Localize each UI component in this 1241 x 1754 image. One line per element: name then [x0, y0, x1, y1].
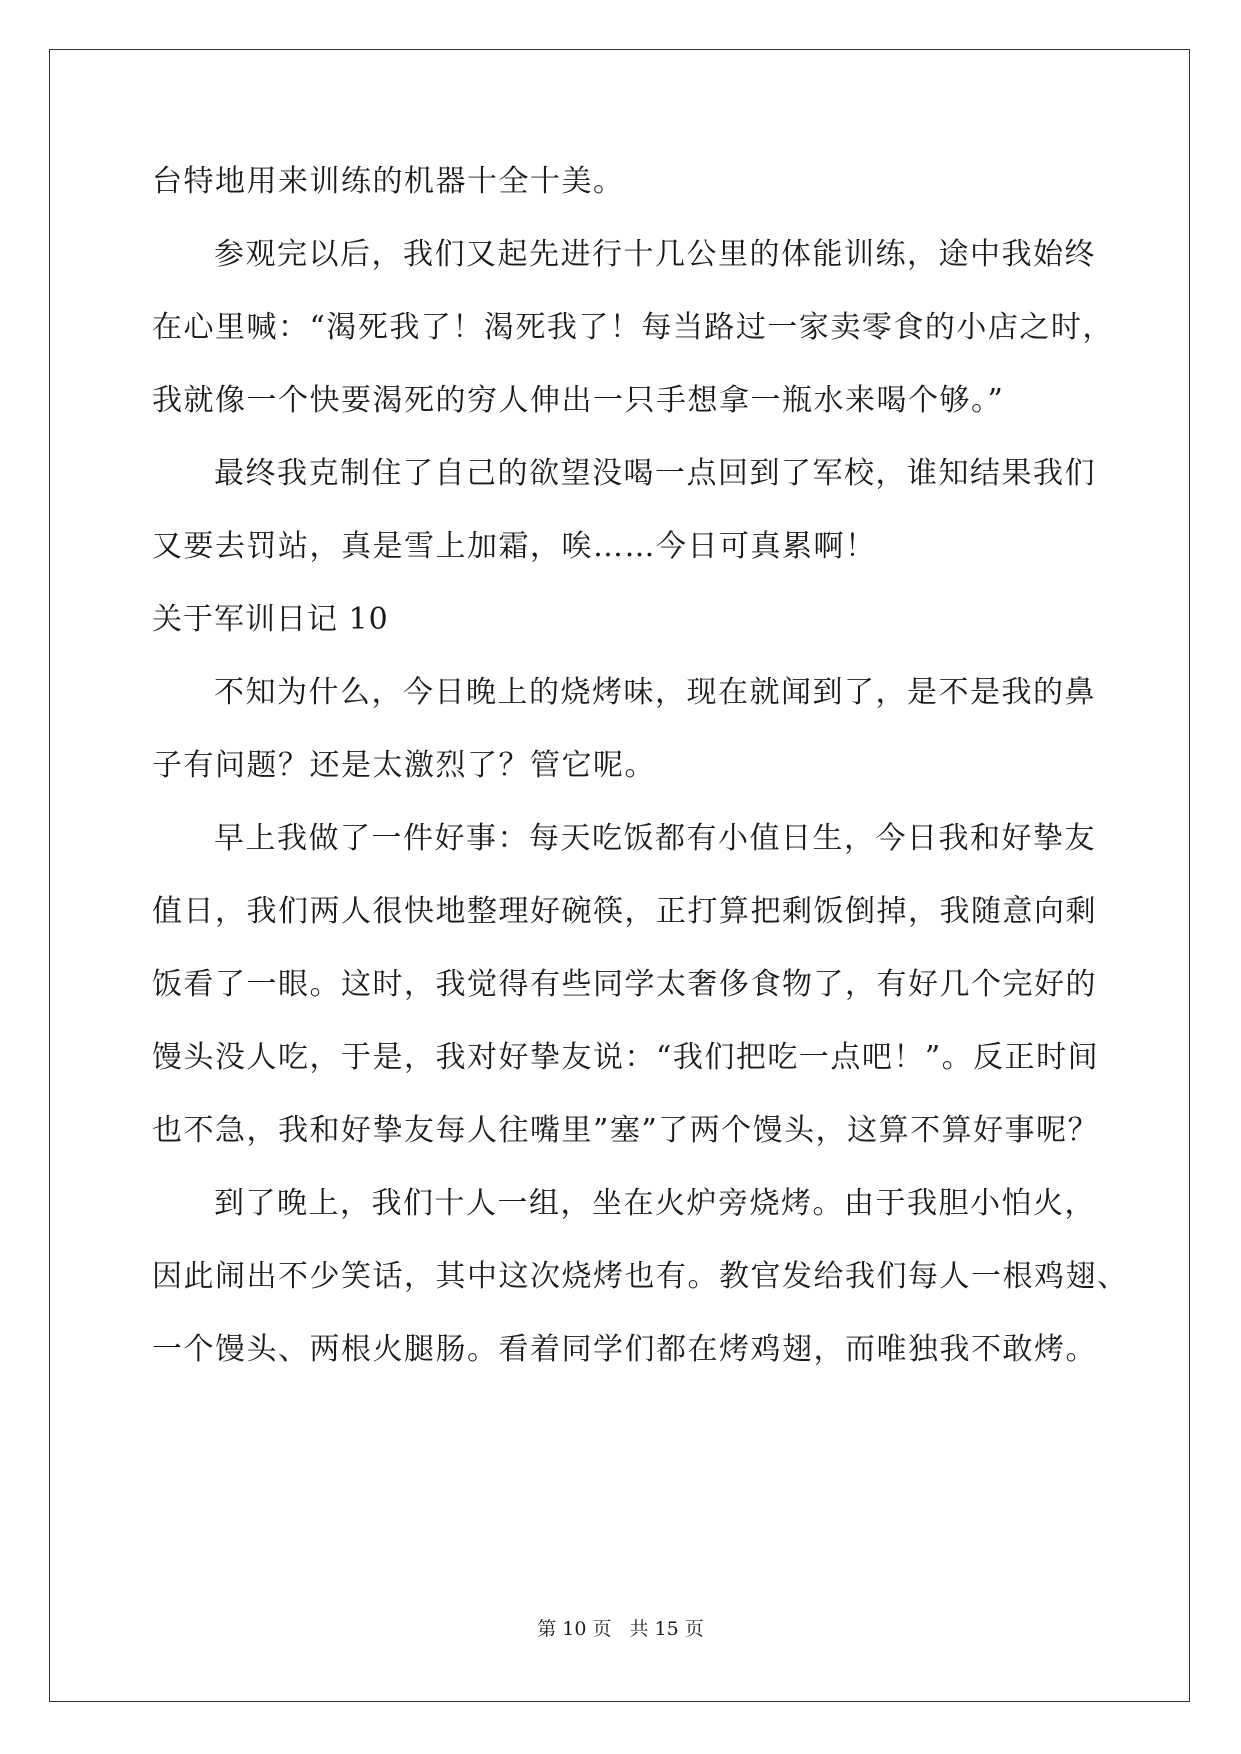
text-line: 饭看了一眼。这时，我觉得有些同学太奢侈食物了，有好几个完好的 — [152, 967, 1097, 1002]
paragraph-start: 早上我做了一件好事：每天吃饭都有小值日生，今日我和好挚友 — [214, 821, 1096, 856]
paragraph-start: 不知为什么，今日晚上的烧烤味，现在就闻到了，是不是我的鼻 — [214, 675, 1096, 710]
text-line: 在心里喊：“渴死我了！渴死我了！每当路过一家卖零食的小店之时， — [152, 310, 1114, 345]
text-line: 又要去罚站，真是雪上加霜，唉……今日可真累啊！ — [152, 529, 877, 564]
section-heading: 关于军训日记 10 — [152, 602, 389, 637]
text-line: 馒头没人吃，于是，我对好挚友说：“我们把吃一点吧！”。反正时间 — [152, 1040, 1100, 1075]
page-footer — [0, 1617, 1241, 1641]
page-border — [49, 49, 1190, 1702]
text-line: 因此闹出不少笑话，其中这次烧烤也有。教官发给我们每人一根鸡翅、 — [152, 1259, 1129, 1294]
paragraph-start: 最终我克制住了自己的欲望没喝一点回到了军校，谁知结果我们 — [214, 456, 1096, 491]
page-number-current: 第 10 页 — [537, 1618, 612, 1640]
page-number-total: 共 15 页 — [629, 1618, 704, 1640]
text-line: 一个馒头、两根火腿肠。看着同学们都在烤鸡翅，而唯独我不敢烤。 — [152, 1332, 1097, 1367]
text-line: 子有问题？还是太激烈了？管它呢。 — [152, 748, 656, 783]
paragraph-start: 参观完以后，我们又起先进行十几公里的体能训练，途中我始终 — [214, 237, 1096, 272]
text-line: 台特地用来训练的机器十全十美。 — [152, 164, 625, 199]
text-line: 值日，我们两人很快地整理好碗筷，正打算把剩饭倒掉，我随意向剩 — [152, 894, 1097, 929]
paragraph-start: 到了晚上，我们十人一组，坐在火炉旁烧烤。由于我胆小怕火， — [214, 1186, 1096, 1221]
text-line: 也不急，我和好挚友每人往嘴里”塞”了两个馒头，这算不算好事呢？ — [152, 1113, 1100, 1148]
text-line: 我就像一个快要渴死的穷人伸出一只手想拿一瓶水来喝个够。” — [152, 383, 1005, 418]
